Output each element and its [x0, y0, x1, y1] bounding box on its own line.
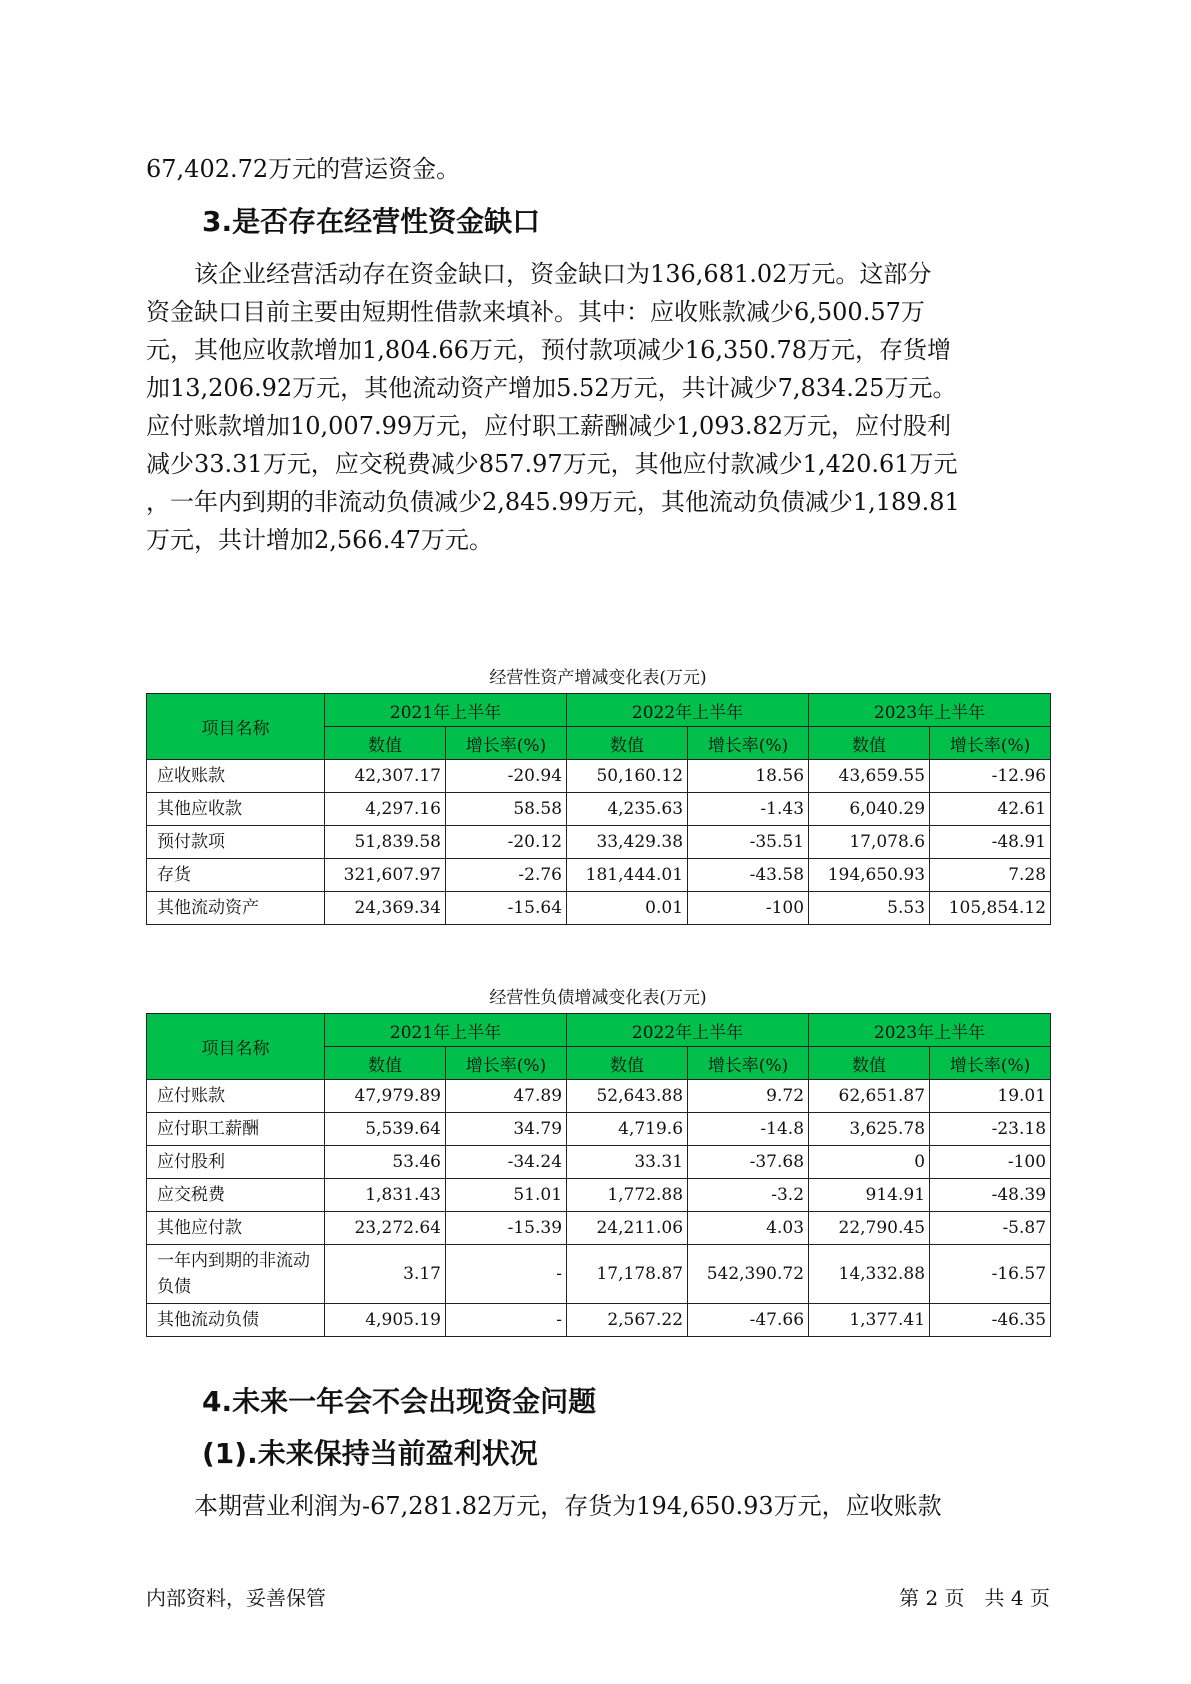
value-cell: 51,839.58 [325, 826, 446, 859]
value-cell: 53.46 [325, 1146, 446, 1179]
body-line: 资金缺口目前主要由短期性借款来填补。其中：应收账款减少6,500.57万 [146, 298, 925, 326]
value-cell: 14,332.88 [809, 1245, 930, 1304]
row-label: 一年内到期的非流动负债 [147, 1245, 325, 1304]
rate-cell: 19.01 [930, 1080, 1051, 1113]
row-label: 应付股利 [147, 1146, 325, 1179]
value-cell: 3.17 [325, 1245, 446, 1304]
row-label: 存货 [147, 859, 325, 892]
value-cell: 6,040.29 [809, 793, 930, 826]
row-label: 其他应付款 [147, 1212, 325, 1245]
value-cell: 181,444.01 [567, 859, 688, 892]
rate-cell: -2.76 [446, 859, 567, 892]
rate-cell: -48.39 [930, 1179, 1051, 1212]
rate-cell: -1.43 [688, 793, 809, 826]
liabilities-table-caption: 经营性负债增减变化表(万元) [489, 988, 707, 1008]
value-cell: 2,567.22 [567, 1304, 688, 1337]
item-name-header: 项目名称 [147, 694, 325, 760]
value-cell: 0 [809, 1146, 930, 1179]
value-cell: 5,539.64 [325, 1113, 446, 1146]
table-row [147, 1080, 1051, 1113]
rate-cell: -15.39 [446, 1212, 567, 1245]
rate-cell: 542,390.72 [688, 1245, 809, 1304]
rate-cell: 47.89 [446, 1080, 567, 1113]
table-row [147, 793, 1051, 826]
rate-header: 增长率(%) [930, 1047, 1051, 1080]
value-cell: 24,211.06 [567, 1212, 688, 1245]
value-cell: 4,905.19 [325, 1304, 446, 1337]
rate-cell: -5.87 [930, 1212, 1051, 1245]
value-cell: 194,650.93 [809, 859, 930, 892]
body-line: 加13,206.92万元，其他流动资产增加5.52万元，共计减少7,834.25万元。 [146, 374, 957, 402]
rate-cell: 105,854.12 [930, 892, 1051, 925]
value-cell: 42,307.17 [325, 760, 446, 793]
table-row [147, 1179, 1051, 1212]
value-header: 数值 [809, 727, 930, 760]
value-cell: 17,178.87 [567, 1245, 688, 1304]
rate-cell: - [446, 1245, 567, 1304]
item-name-header: 项目名称 [147, 1014, 325, 1080]
row-label: 其他流动资产 [147, 892, 325, 925]
value-cell: 43,659.55 [809, 760, 930, 793]
rate-cell: -46.35 [930, 1304, 1051, 1337]
section3-body [146, 255, 1066, 559]
period-header: 2022年上半年 [567, 694, 809, 727]
assets-table-body [147, 760, 1051, 925]
value-cell: 47,979.89 [325, 1080, 446, 1113]
section4-subheading: (1).未来保持当前盈利状况 [202, 1437, 538, 1470]
value-header: 数值 [567, 1047, 688, 1080]
rate-cell: -15.64 [446, 892, 567, 925]
section4-heading: 4.未来一年会不会出现资金问题 [202, 1385, 597, 1418]
value-cell: 22,790.45 [809, 1212, 930, 1245]
body-line: 元，其他应收款增加1,804.66万元，预付款项减少16,350.78万元，存货增 [146, 336, 952, 364]
rate-cell: 42.61 [930, 793, 1051, 826]
rate-cell: -35.51 [688, 826, 809, 859]
rate-cell: -34.24 [446, 1146, 567, 1179]
intro-line: 67,402.72万元的营运资金。 [146, 155, 461, 183]
rate-cell: 51.01 [446, 1179, 567, 1212]
body-line: 减少33.31万元，应交税费减少857.97万元，其他应付款减少1,420.61万元 [146, 450, 958, 478]
table-row [147, 1245, 1051, 1304]
rate-cell: -47.66 [688, 1304, 809, 1337]
rate-cell: -37.68 [688, 1146, 809, 1179]
rate-cell: -3.2 [688, 1179, 809, 1212]
value-cell: 52,643.88 [567, 1080, 688, 1113]
row-label: 预付款项 [147, 826, 325, 859]
rate-cell: -100 [930, 1146, 1051, 1179]
table-row [147, 1113, 1051, 1146]
value-header: 数值 [809, 1047, 930, 1080]
value-cell: 4,235.63 [567, 793, 688, 826]
period-header: 2022年上半年 [567, 1014, 809, 1047]
value-cell: 50,160.12 [567, 760, 688, 793]
value-header: 数值 [325, 1047, 446, 1080]
row-label: 应收账款 [147, 760, 325, 793]
rate-cell: -48.91 [930, 826, 1051, 859]
assets-table [146, 693, 1051, 925]
liabilities-table-body [147, 1080, 1051, 1337]
footer-note: 内部资料，妥善保管 [146, 1586, 326, 1610]
value-cell: 23,272.64 [325, 1212, 446, 1245]
body-line: 应付账款增加10,007.99万元，应付职工薪酬减少1,093.82万元，应付股利 [146, 412, 952, 440]
rate-cell: -23.18 [930, 1113, 1051, 1146]
value-cell: 1,831.43 [325, 1179, 446, 1212]
table-row [147, 826, 1051, 859]
rate-cell: - [446, 1304, 567, 1337]
liabilities-table [146, 1013, 1051, 1337]
value-cell: 33.31 [567, 1146, 688, 1179]
body-line: 该企业经营活动存在资金缺口，资金缺口为136,681.02万元。这部分 [146, 260, 932, 288]
period-header: 2023年上半年 [809, 694, 1051, 727]
row-label: 应交税费 [147, 1179, 325, 1212]
value-cell: 62,651.87 [809, 1080, 930, 1113]
row-label: 其他应收款 [147, 793, 325, 826]
section3-heading: 3.是否存在经营性资金缺口 [202, 205, 541, 238]
rate-cell: -12.96 [930, 760, 1051, 793]
value-cell: 24,369.34 [325, 892, 446, 925]
rate-cell: 7.28 [930, 859, 1051, 892]
rate-cell: 18.56 [688, 760, 809, 793]
value-cell: 33,429.38 [567, 826, 688, 859]
body-line: ，一年内到期的非流动负债减少2,845.99万元，其他流动负债减少1,189.81 [146, 488, 960, 516]
rate-cell: 9.72 [688, 1080, 809, 1113]
rate-cell: 58.58 [446, 793, 567, 826]
period-header: 2023年上半年 [809, 1014, 1051, 1047]
rate-header: 增长率(%) [446, 727, 567, 760]
rate-header: 增长率(%) [688, 727, 809, 760]
page-number: 第 2 页 共 4 页 [899, 1586, 1050, 1610]
rate-cell: -20.12 [446, 826, 567, 859]
assets-table-caption: 经营性资产增减变化表(万元) [489, 668, 707, 688]
rate-cell: -16.57 [930, 1245, 1051, 1304]
rate-header: 增长率(%) [688, 1047, 809, 1080]
value-cell: 1,772.88 [567, 1179, 688, 1212]
row-label: 应付职工薪酬 [147, 1113, 325, 1146]
rate-cell: 34.79 [446, 1113, 567, 1146]
rate-cell: -20.94 [446, 760, 567, 793]
value-header: 数值 [325, 727, 446, 760]
value-cell: 1,377.41 [809, 1304, 930, 1337]
row-label: 应付账款 [147, 1080, 325, 1113]
row-label: 其他流动负债 [147, 1304, 325, 1337]
table-row [147, 1304, 1051, 1337]
rate-header: 增长率(%) [446, 1047, 567, 1080]
section4-body: 本期营业利润为-67,281.82万元，存货为194,650.93万元，应收账款 [146, 1492, 942, 1520]
table-row [147, 859, 1051, 892]
table-row [147, 1146, 1051, 1179]
rate-cell: 4.03 [688, 1212, 809, 1245]
body-line: 万元，共计增加2,566.47万元。 [146, 526, 493, 554]
rate-cell: -14.8 [688, 1113, 809, 1146]
value-cell: 4,719.6 [567, 1113, 688, 1146]
table-row [147, 760, 1051, 793]
rate-header: 增长率(%) [930, 727, 1051, 760]
period-header: 2021年上半年 [325, 1014, 567, 1047]
value-cell: 0.01 [567, 892, 688, 925]
period-header: 2021年上半年 [325, 694, 567, 727]
value-header: 数值 [567, 727, 688, 760]
value-cell: 17,078.6 [809, 826, 930, 859]
table-row [147, 892, 1051, 925]
value-cell: 4,297.16 [325, 793, 446, 826]
rate-cell: -43.58 [688, 859, 809, 892]
value-cell: 3,625.78 [809, 1113, 930, 1146]
value-cell: 914.91 [809, 1179, 930, 1212]
value-cell: 5.53 [809, 892, 930, 925]
rate-cell: -100 [688, 892, 809, 925]
value-cell: 321,607.97 [325, 859, 446, 892]
table-row [147, 1212, 1051, 1245]
